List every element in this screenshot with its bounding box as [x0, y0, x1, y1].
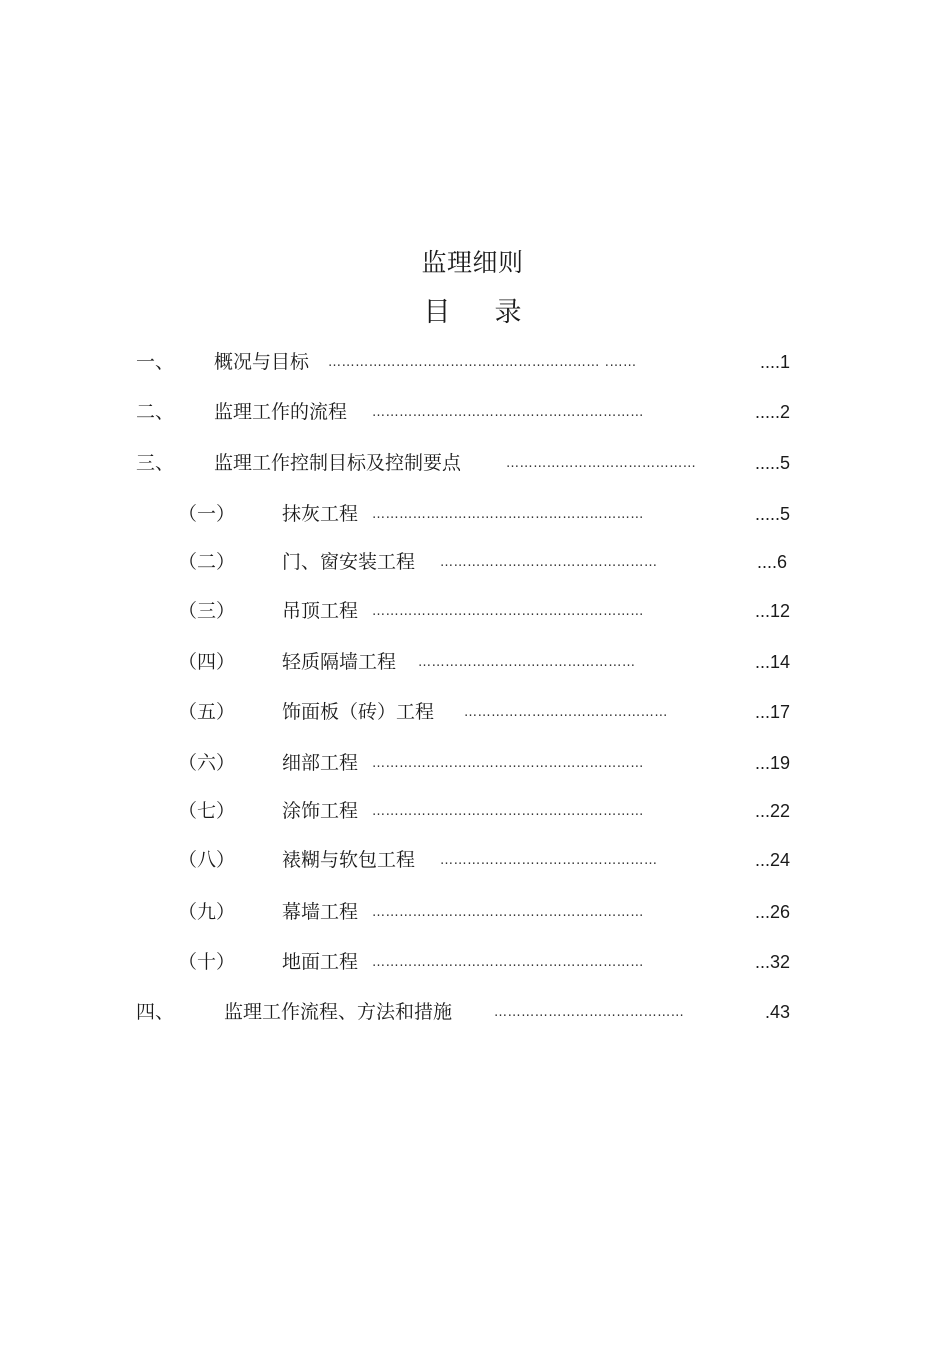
toc-entry-label: 吊顶工程 — [282, 600, 359, 622]
toc-entry-page: ...12 — [754, 601, 790, 621]
toc-entry-page: .....5 — [754, 504, 790, 524]
toc-entry-13[interactable] — [0, 947, 950, 977]
toc-entry-number: 四、 — [136, 1001, 175, 1023]
toc-entry-label: 轻质隔墙工程 — [282, 651, 397, 673]
toc-entry-leader: …………………………………… — [494, 1005, 685, 1020]
toc-entry-number: 一、 — [136, 351, 175, 373]
toc-entry-14[interactable] — [0, 997, 950, 1027]
toc-entry-number: （八） — [178, 849, 236, 871]
toc-entry-6[interactable] — [0, 596, 950, 626]
toc-entry-1[interactable] — [0, 347, 950, 377]
toc-entry-8[interactable] — [0, 697, 950, 727]
toc-entry-7[interactable] — [0, 647, 950, 677]
toc-entry-4[interactable] — [0, 499, 950, 529]
toc-entry-10[interactable] — [0, 796, 950, 826]
toc-entry-leader: …………………………………………………… — [372, 604, 644, 619]
document-title: 监理细则 — [421, 248, 524, 277]
toc-entry-leader: …………………………………………………… .…… — [328, 355, 637, 370]
toc-entry-label: 裱糊与软包工程 — [282, 849, 416, 871]
toc-entry-page: ....6 — [756, 552, 787, 572]
toc-entry-label: 幕墙工程 — [282, 901, 359, 923]
toc-entry-label: 概况与目标 — [214, 351, 310, 373]
toc-entry-number: （六） — [178, 752, 236, 774]
toc-entry-leader: …………………………………………………… — [372, 955, 644, 970]
toc-entry-leader: …………………………………… — [506, 456, 697, 471]
toc-entry-leader: ……………………………………… — [464, 705, 668, 720]
toc-entry-12[interactable] — [0, 897, 950, 927]
toc-entry-number: 三、 — [136, 452, 175, 474]
toc-entry-page: ...32 — [754, 952, 790, 972]
toc-entry-label: 门、窗安装工程 — [282, 551, 416, 573]
toc-entry-page: .43 — [764, 1002, 790, 1022]
toc-entry-leader: ………………………………………… — [440, 853, 658, 868]
toc-entry-2[interactable] — [0, 397, 950, 427]
toc-heading-right: 录 — [494, 297, 522, 328]
toc-entry-3[interactable] — [0, 448, 950, 478]
toc-entry-page: ...19 — [754, 753, 790, 773]
toc-entry-label: 细部工程 — [282, 752, 359, 774]
toc-entry-leader: ………………………………………… — [440, 555, 658, 570]
toc-entry-number: （三） — [178, 600, 236, 622]
toc-entry-page: .....2 — [754, 402, 790, 422]
toc-entry-label: 饰面板（砖）工程 — [282, 701, 435, 723]
toc-entry-11[interactable] — [0, 845, 950, 875]
toc-entry-leader: …………………………………………………… — [372, 905, 644, 920]
toc-entry-page: ...17 — [754, 702, 790, 722]
toc-entry-number: （四） — [178, 651, 236, 673]
toc-entry-number: （二） — [178, 551, 236, 573]
toc-entry-page: ....1 — [759, 352, 790, 372]
toc-entry-9[interactable] — [0, 748, 950, 778]
toc-entry-leader: ………………………………………… — [418, 655, 636, 670]
toc-entry-label: 地面工程 — [282, 951, 359, 973]
toc-entry-label: 抹灰工程 — [282, 503, 359, 525]
toc-entry-page: .....5 — [754, 453, 790, 473]
toc-entry-page: ...14 — [754, 652, 790, 672]
toc-entry-number: （九） — [178, 901, 236, 923]
toc-heading-left: 目 — [423, 297, 451, 328]
toc-entry-label: 监理工作控制目标及控制要点 — [214, 452, 462, 474]
toc-entry-page: ...26 — [754, 902, 790, 922]
toc-entry-page: ...24 — [754, 850, 790, 870]
toc-entry-leader: …………………………………………………… — [372, 405, 644, 420]
toc-entry-leader: …………………………………………………… — [372, 507, 644, 522]
toc-entry-number: （十） — [178, 951, 236, 973]
toc-entry-number: 二、 — [136, 401, 175, 423]
toc-entry-label: 监理工作的流程 — [214, 401, 348, 423]
toc-entry-number: （七） — [178, 800, 236, 822]
toc-heading — [0, 295, 945, 331]
toc-entry-number: （一） — [178, 503, 236, 525]
toc-entry-label: 监理工作流程、方法和措施 — [224, 1001, 453, 1023]
toc-entry-page: ...22 — [754, 801, 790, 821]
toc-entry-leader: …………………………………………………… — [372, 756, 644, 771]
toc-entry-label: 涂饰工程 — [282, 800, 359, 822]
toc-entry-leader: …………………………………………………… — [372, 804, 644, 819]
toc-entry-5[interactable] — [0, 547, 950, 577]
toc-entry-number: （五） — [178, 701, 236, 723]
